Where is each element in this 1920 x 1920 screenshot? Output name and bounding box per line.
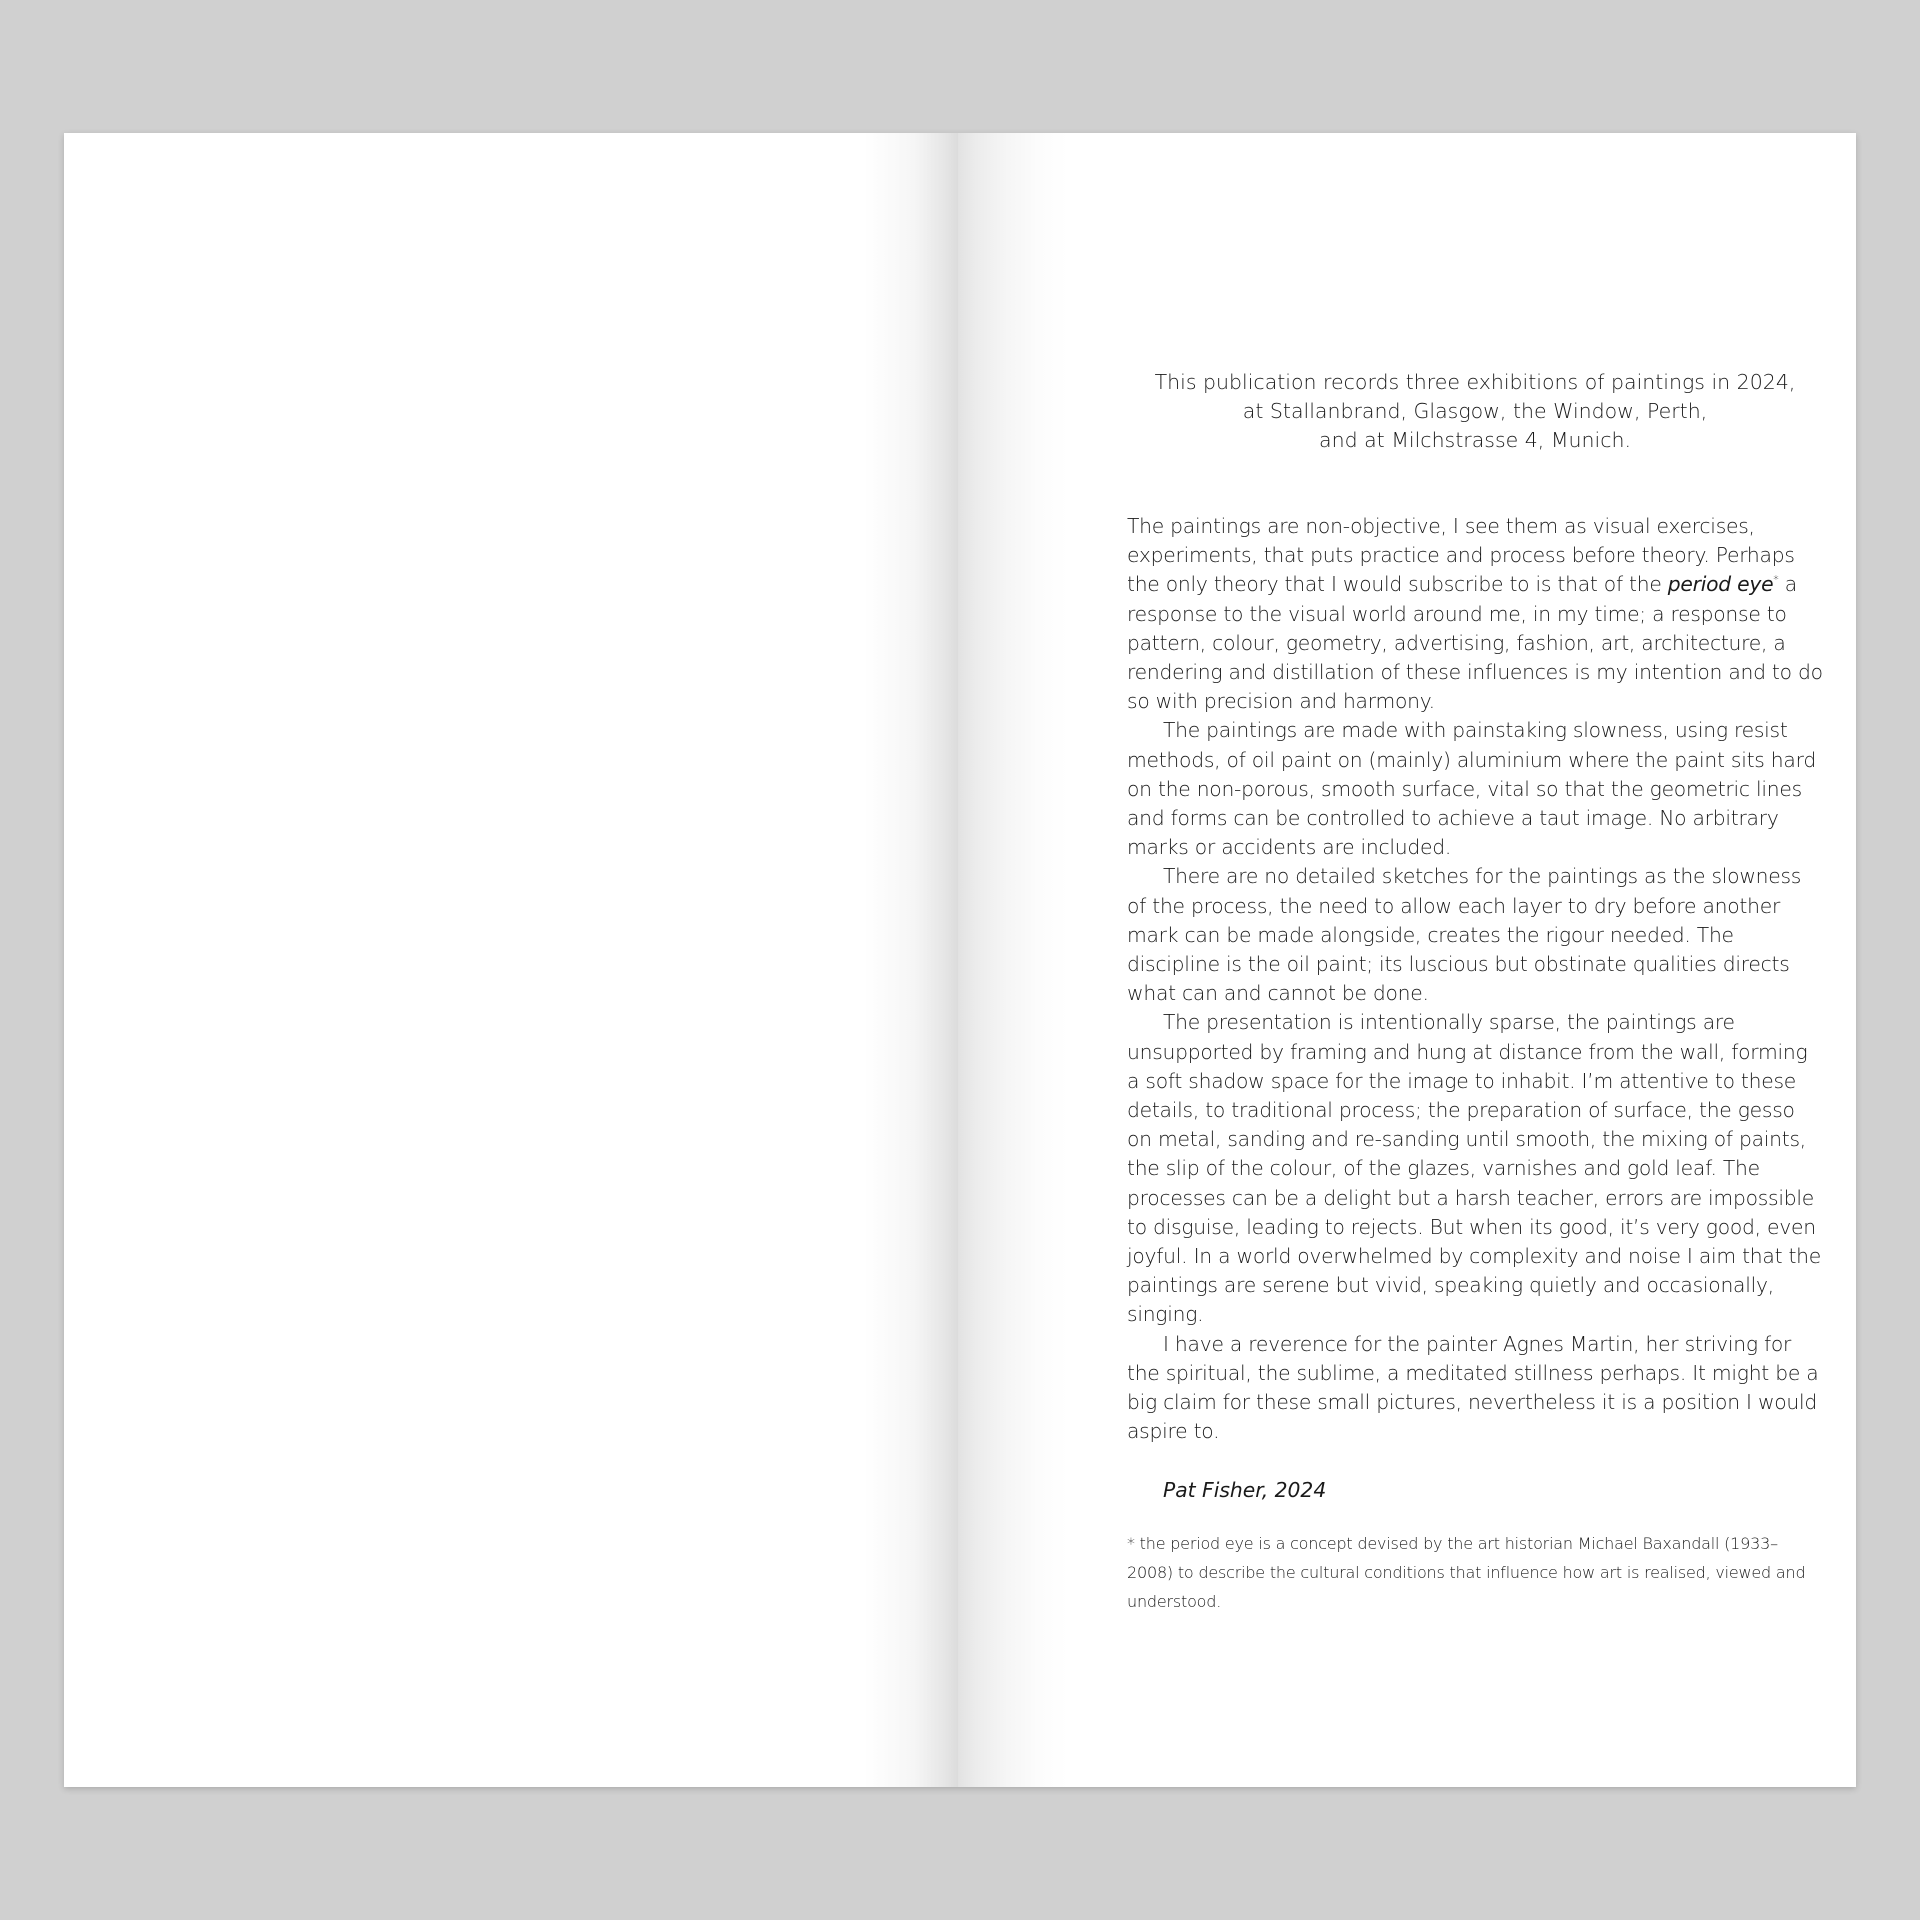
essay-paragraph-3: There are no detailed sketches for the paintings as the slowness of the process, the need to allow each layer to dry before another mark can be made alongside, creates the rigour needed. The discipline is the oil paint; its luscious but obstinate qualities directs what can and cannot be done. xyxy=(1127,864,1802,1006)
intro-line-3: and at Milchstrasse 4, Munich. xyxy=(1319,428,1631,452)
essay-paragraph-2: The paintings are made with painstaking slowness, using resist methods, of oil paint on (mainly) aluminium where the paint sits hard on the non-porous, smooth surface, vital so that the geometric lines and forms can be controlled to achieve a taut image. No arbitrary marks or accidents are included. xyxy=(1127,718,1816,860)
essay-paragraph-5: I have a reverence for the painter Agnes Martin, her striving for the spiritual, the sublime, a meditated stillness perhaps. It might be a big claim for these small pictures, nevertheless it is a position I would aspire to. xyxy=(1127,1331,1819,1444)
footnote: * the period eye is a concept devised by the art historian Michael Baxandall (1933–2008) to describe the cultural conditions that influence how art is realised, viewed and understood. xyxy=(1127,1533,1806,1611)
intro-line-1: This publication records three exhibitions of paintings in 2024, xyxy=(1154,370,1796,394)
period-eye-term: period eye xyxy=(1667,572,1774,597)
essay-body xyxy=(1127,512,1823,1447)
right-page xyxy=(958,133,1856,1787)
essay-paragraph-4: The presentation is intentionally sparse, the paintings are unsupported by framing and hung at distance from the wall, forming a soft shadow space for the image to inhabit. I’m attentive to these details, to traditional process; the preparation of surface, the gesso on metal, sanding and re-sanding until smooth, the mixing of paints, the slip of the colour, of the glazes, varnishes and gold leaf. The processes can be a delight but a harsh teacher, errors are impossible to disguise, leading to rejects. But when its good, it’s very good, even joyful. In a world overwhelmed by complexity and noise I aim that the paintings are serene but vivid, speaking quietly and occasionally, singing. xyxy=(1127,1010,1822,1327)
intro-line-2: at Stallanbrand, Glasgow, the Window, Perth, xyxy=(1242,399,1708,423)
intro-statement xyxy=(1127,368,1823,455)
author-signature: Pat Fisher, 2024 xyxy=(1163,1477,1327,1502)
essay-paragraph-1 xyxy=(1127,512,1823,716)
paragraph-1-start: The paintings are non-objective, I see them as visual exercises, experiments, that puts practice and process before theory. Perhaps the only theory that I would subscribe to is that of the xyxy=(1127,514,1795,597)
footnote-marker: * xyxy=(1773,573,1779,587)
paragraph-1-end: a response to the visual world around me, in my time; a response to pattern, colour, geometry, advertising, fashion, art, architecture, a rendering and distillation of these influences is my intention and to do so with precision and harmony. xyxy=(1127,572,1823,714)
left-page-blank xyxy=(64,133,958,1787)
book-spread xyxy=(64,133,1856,1787)
text-block xyxy=(1127,368,1823,1616)
